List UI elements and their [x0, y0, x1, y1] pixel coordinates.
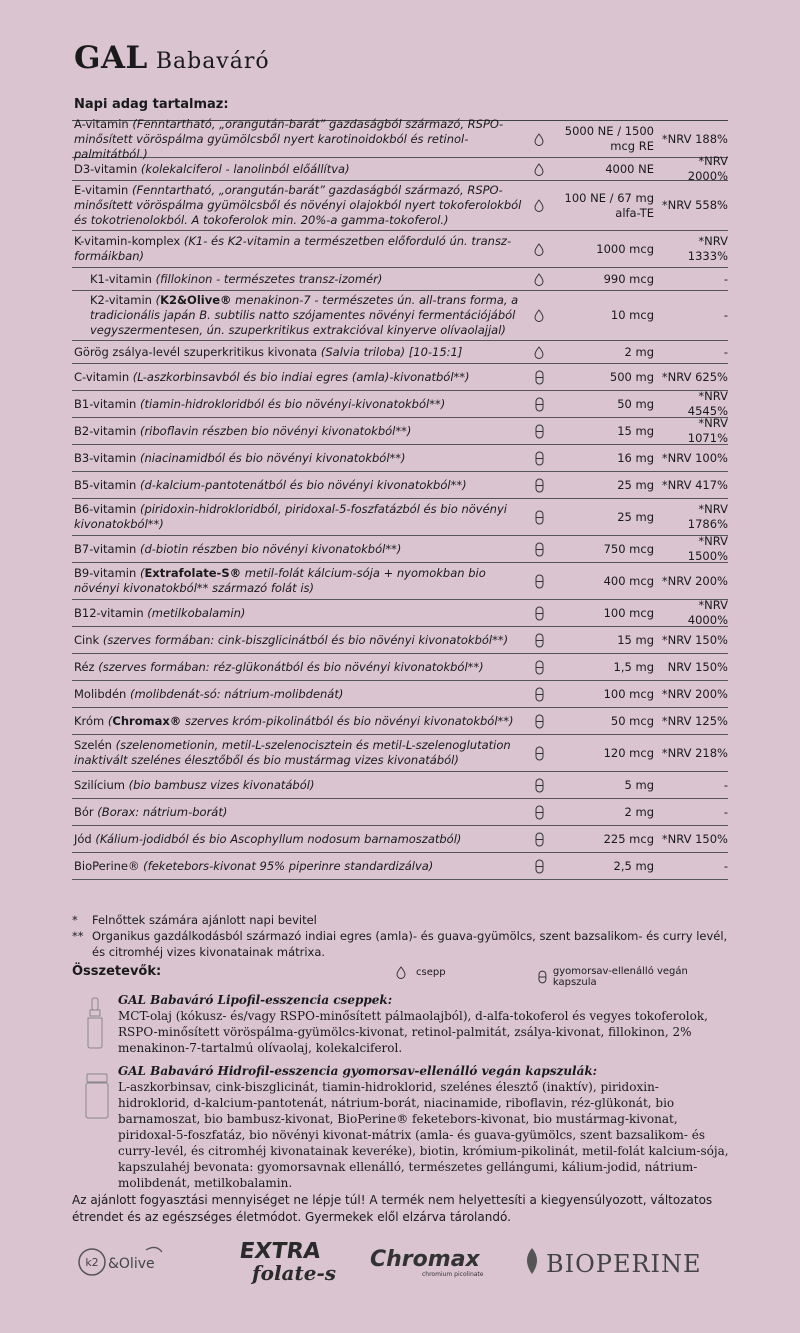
amount-value: 1000 mcg: [596, 241, 654, 256]
warning-text: Az ajánlott fogyasztási mennyiséget ne lépje túl! A termék nem helyettesíti a kiegyensúlyozott, változatos étrendet és az egészséges életmódot. Gyermekek elől elzárva tárolandó.: [72, 1193, 713, 1224]
nutrient-name: B9-vitamin (Extrafolate-S® metil-folát kálcium-sója + nyomokban bio növényi kivonatokból** származó folát is): [74, 566, 486, 595]
nutrient-name: Szilícium (bio bambusz vizes kivonatából): [74, 777, 315, 792]
svg-text:folate-s: folate-s: [252, 1261, 336, 1285]
table-row: [72, 799, 728, 826]
nutrient-name: B6-vitamin (piridoxin-hidrokloridból, piridoxal-5-foszfatázból és bio növényi kivonatokból**): [74, 502, 507, 531]
table-row: [72, 563, 728, 600]
table-row: [72, 445, 728, 472]
table-row: [72, 472, 728, 499]
nrv-value: *NRV 417%: [661, 477, 728, 492]
capsule-icon: [528, 687, 550, 702]
capsule-icon: [528, 606, 550, 621]
capsule-icon: [528, 451, 550, 466]
amount-value: 50 mg: [617, 396, 654, 411]
amount-value: 1,5 mg: [613, 659, 654, 674]
k2-olive-logo: [76, 1244, 168, 1280]
table-row: [72, 499, 728, 536]
drops-ingredients: [118, 992, 730, 1056]
legend-capsule: gyomorsav-ellenálló vegán kapszula: [538, 966, 732, 988]
svg-text:Chromax: Chromax: [370, 1247, 480, 1272]
nrv-value: -: [723, 308, 728, 322]
nutrient-name: B3-vitamin (niacinamidból és bio növényi kivonatokból**): [74, 450, 406, 465]
footnote: ** Organikus gazdálkodásból származó indiai egres (amla)- és guava-gyümölcs, szent bazsalikom- és curry levél, és citromhéj vizes kivonatainak mátrixa.: [72, 929, 728, 959]
capsule-icon: [528, 746, 550, 761]
capsule-icon: [528, 574, 550, 589]
nrv-value: *NRV 1786%: [687, 502, 728, 531]
svg-text:EXTRA: EXTRA: [237, 1238, 323, 1264]
table-row: [72, 600, 728, 627]
table-row: [72, 708, 728, 735]
amount-value: 100 NE / 67 mg alfa-TE: [564, 190, 654, 220]
nrv-value: *NRV 625%: [661, 369, 728, 384]
nrv-value: *NRV 4545%: [687, 389, 728, 418]
nutrient-name: D3-vitamin (kolekalciferol - lanolinból előállítva): [74, 161, 350, 176]
nrv-value: -: [723, 344, 728, 359]
table-title: Napi adag tartalmaz:: [74, 97, 229, 112]
nrv-value: *NRV 200%: [661, 573, 728, 588]
capsule-icon: [528, 397, 550, 412]
table-row: [72, 181, 728, 231]
capsule-ingredients: [118, 1063, 730, 1191]
nutrient-name: K2-vitamin (K2&Olive® menakinon-7 - természetes ún. all-trans forma, a tradicionális japán B. subtilis natto szójamentes növényi fermentációjából vegyszermentesen, ún. szuperkritikus extrakcióval kinyerve olívaolajjal): [90, 293, 519, 337]
drop-icon: [528, 273, 550, 286]
table-row: [72, 826, 728, 853]
amount-value: 100 mcg: [603, 605, 654, 620]
table-row: [72, 116, 728, 161]
nrv-value: -: [723, 858, 728, 873]
amount-value: 100 mcg: [603, 686, 654, 701]
amount-value: 2 mg: [624, 344, 654, 359]
nrv-value: *NRV 2000%: [687, 154, 728, 183]
drop-icon: [528, 309, 550, 322]
drop-icon: [396, 966, 406, 979]
nrv-value: *NRV 1500%: [687, 534, 728, 563]
table-row: [72, 341, 728, 364]
drops-title: GAL Babaváró Lipofil-esszencia cseppek:: [118, 993, 393, 1007]
capsule-icon: [528, 859, 550, 874]
nutrient-name: Görög zsálya-levél szuperkritikus kivonata (Salvia triloba) [10-15:1]: [74, 344, 463, 359]
nutrient-name: Cink (szerves formában: cink-biszglicinátból és bio növényi kivonatokból**): [74, 632, 509, 647]
legend-drop: csepp: [396, 966, 446, 979]
nutrition-table: [72, 116, 728, 880]
capsule-icon: [528, 424, 550, 439]
amount-value: 25 mg: [617, 477, 654, 492]
nrv-value: *NRV 1071%: [687, 416, 728, 445]
amount-value: 2,5 mg: [613, 858, 654, 873]
nrv-value: *NRV 150%: [661, 632, 728, 647]
nrv-value: -: [723, 777, 728, 792]
nutrient-name: E-vitamin (Fenntartható, „orangután-barát” gazdaságból származó, RSPO-minősített vöröspálma gyümölcsből és növényi olajokból nyert tokoferolokból és tokotrienolokból. A tokoferolok min. 20%-a gamma-tokoferol.): [74, 183, 522, 227]
nrv-value: NRV 150%: [667, 659, 728, 674]
amount-value: 500 mg: [609, 369, 654, 384]
table-row: [72, 772, 728, 799]
nutrient-name: B2-vitamin (riboflavin részben bio növényi kivonatokból**): [74, 423, 412, 438]
amount-value: 4000 NE: [605, 161, 654, 176]
capsule-icon: [528, 805, 550, 820]
drop-icon: [528, 133, 550, 146]
amount-value: 5000 NE / 1500 mcg RE: [564, 124, 654, 153]
nutrient-name: B7-vitamin (d-biotin részben bio növényi kivonatokból**): [74, 541, 402, 556]
table-row: [72, 627, 728, 654]
nutrient-name: Bór (Borax: nátrium-borát): [74, 804, 228, 819]
table-row: [72, 418, 728, 445]
table-row: [72, 536, 728, 563]
nutrient-name: Jód (Kálium-jodidból és bio Ascophyllum nodosum barnamoszatból): [74, 831, 462, 846]
capsule-icon: [528, 633, 550, 648]
capsule-icon: [538, 970, 547, 984]
amount-value: 400 mcg: [603, 573, 654, 588]
nutrient-name: Szelén (szelenometionin, metil-L-szelenocisztein és metil-L-szelenoglutation inaktivált szelénes élesztőből és bio mustármag vizes kivonatából): [74, 738, 511, 767]
nutrient-name: B5-vitamin (d-kalcium-pantotenátból és bio növényi kivonatokból**): [74, 477, 467, 492]
drop-icon: [528, 199, 550, 212]
nrv-value: *NRV 558%: [661, 198, 728, 212]
nutrient-name: Króm (Chromax® szerves króm-pikolinátból és bio növényi kivonatokból**): [74, 713, 514, 728]
brand-name: GAL: [74, 40, 148, 76]
capsule-icon: [528, 778, 550, 793]
capsule-icon: [528, 660, 550, 675]
table-row: [72, 154, 728, 183]
footnote: * Felnőttek számára ajánlott napi bevitel: [72, 913, 317, 927]
nutrient-name: C-vitamin (L-aszkorbinsavból és bio indiai egres (amla)-kivonatból**): [74, 369, 470, 384]
table-row: [72, 735, 728, 772]
nrv-value: -: [723, 804, 728, 819]
amount-value: 15 mg: [617, 423, 654, 438]
nutrient-name: Réz (szerves formában: réz-glükonátból és bio növényi kivonatokból**): [74, 659, 484, 674]
drop-icon: [528, 243, 550, 256]
extrafolate-logo: [236, 1234, 336, 1290]
table-row: [72, 391, 728, 418]
capsule-icon: [528, 478, 550, 493]
page-title: [74, 40, 270, 76]
nutrient-name: BioPerine® (feketebors-kivonat 95% piperinre standardizálva): [74, 858, 434, 873]
ingredients-header: [72, 964, 732, 988]
drop-icon: [528, 163, 550, 176]
nrv-value: *NRV 150%: [661, 831, 728, 846]
svg-text:chromium picolinate: chromium picolinate: [422, 1271, 484, 1278]
amount-value: 120 mcg: [603, 745, 654, 760]
amount-value: 750 mcg: [603, 541, 654, 556]
dropper-bottle-icon: [84, 996, 106, 1050]
amount-value: 16 mg: [617, 450, 654, 465]
nrv-value: -: [723, 271, 728, 286]
nrv-value: *NRV 200%: [661, 686, 728, 701]
table-row: [72, 364, 728, 391]
capsule-icon: [528, 714, 550, 729]
table-row: [72, 291, 728, 341]
amount-value: 25 mg: [617, 509, 654, 524]
brand-logos: [72, 1232, 732, 1292]
nutrient-name: B1-vitamin (tiamin-hidrokloridból és bio növényi-kivonatokból**): [74, 396, 446, 411]
nrv-value: *NRV 125%: [661, 713, 728, 728]
capsule-icon: [528, 542, 550, 557]
amount-value: 2 mg: [624, 804, 654, 819]
bioperine-logo: [520, 1244, 734, 1280]
table-row: [72, 681, 728, 708]
nrv-value: *NRV 100%: [661, 450, 728, 465]
table-row: [72, 268, 728, 291]
nutrient-name: A-vitamin (Fenntartható, „orangután-barát” gazdaságból származó, RSPO-minősített vöröspálma gyümölcsből nyert karotinoidokból és retinol-palmitátból.): [74, 116, 504, 161]
capsule-icon: [528, 370, 550, 385]
drop-icon: [528, 346, 550, 359]
nutrient-name: Molibdén (molibdenát-só: nátrium-molibdenát): [74, 686, 344, 701]
nrv-value: *NRV 4000%: [687, 598, 728, 627]
nutrient-name: K1-vitamin (fillokinon - természetes transz-izomér): [90, 271, 383, 286]
table-row: [72, 853, 728, 880]
amount-value: 5 mg: [624, 777, 654, 792]
product-name: Babaváró: [155, 49, 270, 74]
svg-text:&Olive: &Olive: [108, 1256, 155, 1272]
capsule-text: L-aszkorbinsav, cink-biszglicinát, tiamin-hidroklorid, szelénes élesztő (inaktív), piridoxin-hidroklorid, d-kalcium-pantotenát, nátrium-borát, niacinamide, riboflavin, réz-glükonát, bio barnamoszat, bio bambusz-kivonat, BioPerine® feketebors-kivonat, bio mustármag-kivonat, piridoxal-5-foszfatáz, bio növényi kivonat-mátrix (amla- és guava-gyümölcs, szent bazsalikom- és curry-levél, és citromhéj kivonatainak keveréke), biotin, krómium-pikolinát, metil-folát kalcium-sója, kapszulahéj bevonata: gyomorsavnak ellenálló, természetes gellángumi, kálium-jodid, nátrium-molibdenát, metilkobalamin.: [118, 1080, 729, 1190]
nutrient-name: K-vitamin-komplex (K1- és K2-vitamin a természetben előforduló ún. transz-formáikban): [74, 234, 512, 263]
ingredients-label: Összetevők:: [72, 964, 162, 979]
nutrient-name: B12-vitamin (metilkobalamin): [74, 605, 246, 620]
capsule-icon: [528, 510, 550, 525]
table-row: [72, 654, 728, 681]
footnotes: [72, 912, 732, 960]
capsule-title: GAL Babaváró Hidrofil-esszencia gyomorsav-ellenálló vegán kapszulák:: [118, 1064, 598, 1078]
amount-value: 225 mcg: [603, 831, 654, 846]
drops-text: MCT-olaj (kókusz- és/vagy RSPO-minősített pálmaolajból), d-alfa-tokoferol és vegyes tokoferolok, RSPO-minősített vöröspálma-gyümölcs-kivonat, retinol-palmitát, zsálya-kivonat, fillokinon, 2% menakinon-7-tartalmú olívaolaj, kolekalciferol.: [118, 1009, 708, 1055]
table-row: [72, 231, 728, 268]
chromax-logo: [366, 1242, 486, 1282]
nrv-value: *NRV 218%: [661, 745, 728, 760]
svg-text:BIOPERINE: BIOPERINE: [546, 1250, 702, 1278]
capsule-jar-icon: [84, 1072, 110, 1120]
capsule-icon: [528, 832, 550, 847]
nrv-value: *NRV 1333%: [687, 234, 728, 263]
amount-value: 50 mcg: [610, 713, 654, 728]
amount-value: 10 mcg: [610, 308, 654, 322]
amount-value: 15 mg: [617, 632, 654, 647]
nrv-value: *NRV 188%: [661, 131, 728, 146]
svg-text:k2: k2: [85, 1256, 99, 1269]
amount-value: 990 mcg: [603, 271, 654, 286]
